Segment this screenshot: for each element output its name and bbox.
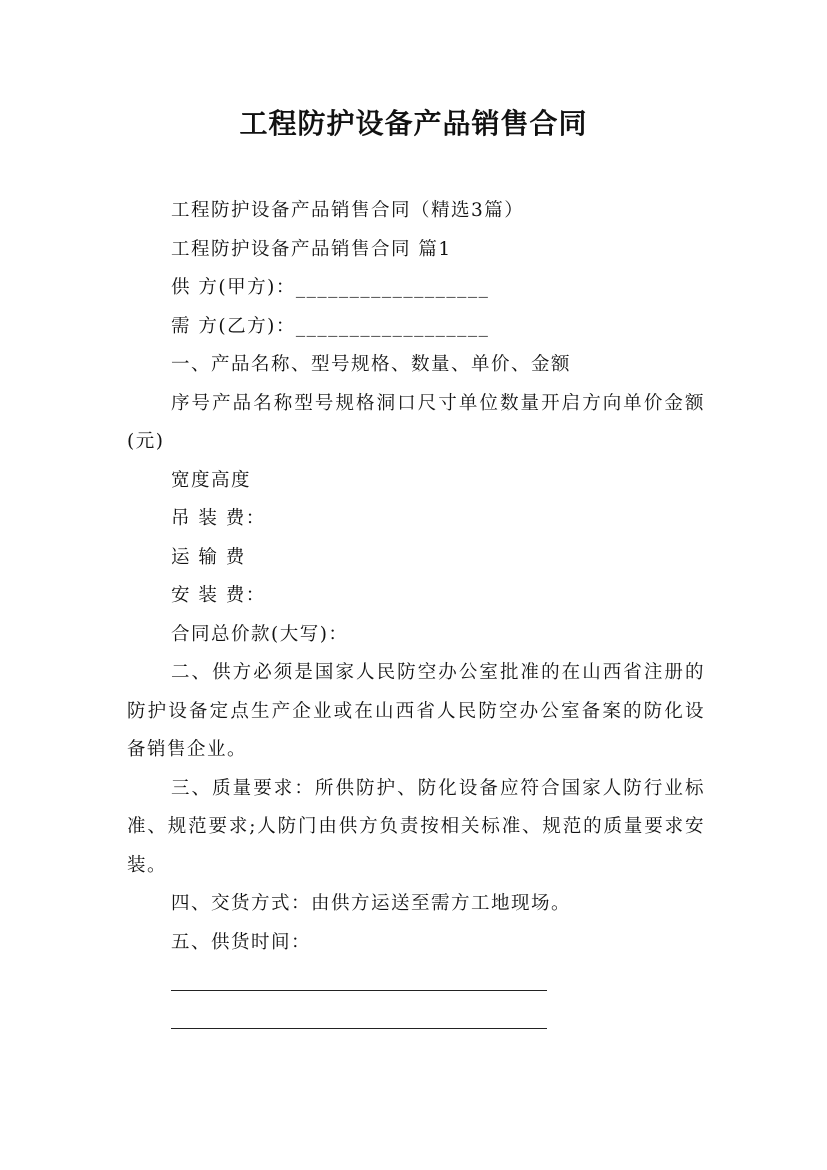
paragraph-width-height: 宽度高度 bbox=[171, 469, 252, 491]
paragraph-total-price: 合同总价款(大写)： bbox=[171, 623, 349, 645]
paragraph-transport-fee: 运 输 费 bbox=[171, 546, 246, 568]
paragraph-supplier: 供 方(甲方)：__________________ bbox=[171, 277, 490, 298]
blank-line-2 bbox=[127, 1001, 705, 1040]
blank-line-1 bbox=[127, 962, 705, 1001]
paragraph-hoisting-fee: 吊 装 费： bbox=[171, 508, 266, 529]
document-title: 工程防护设备产品销售合同 bbox=[239, 107, 588, 140]
paragraph-subtitle: 工程防护设备产品销售合同（精选3篇） bbox=[171, 200, 525, 221]
document-body bbox=[127, 192, 705, 1039]
paragraph-clause-4: 四、交货方式：由供方运送至需方工地现场。 bbox=[171, 893, 572, 914]
paragraph-installation-fee: 安 装 费： bbox=[171, 585, 266, 606]
paragraph-section-heading: 工程防护设备产品销售合同 篇1 bbox=[171, 238, 452, 260]
paragraph-clause-5: 五、供货时间： bbox=[171, 931, 312, 953]
paragraph-table-header: 序号产品名称型号规格洞口尺寸单位数量开启方向单价金额(元) bbox=[127, 392, 705, 452]
paragraph-buyer: 需 方(乙方)：__________________ bbox=[171, 315, 490, 337]
paragraph-clause-2: 二、供方必须是国家人民防空办公室批准的在山西省注册的防护设备定点生产企业或在山西省人民防空办公室备案的防化设备销售企业。 bbox=[127, 662, 705, 760]
blank-underline bbox=[171, 1028, 547, 1029]
paragraph-clause-1: 一、产品名称、型号规格、数量、单价、金额 bbox=[171, 354, 572, 375]
paragraph-clause-3: 三、质量要求：所供防护、防化设备应符合国家人防行业标准、规范要求;人防门由供方负责按相关标准、规范的质量要求安装。 bbox=[127, 777, 705, 876]
blank-underline bbox=[171, 990, 547, 991]
